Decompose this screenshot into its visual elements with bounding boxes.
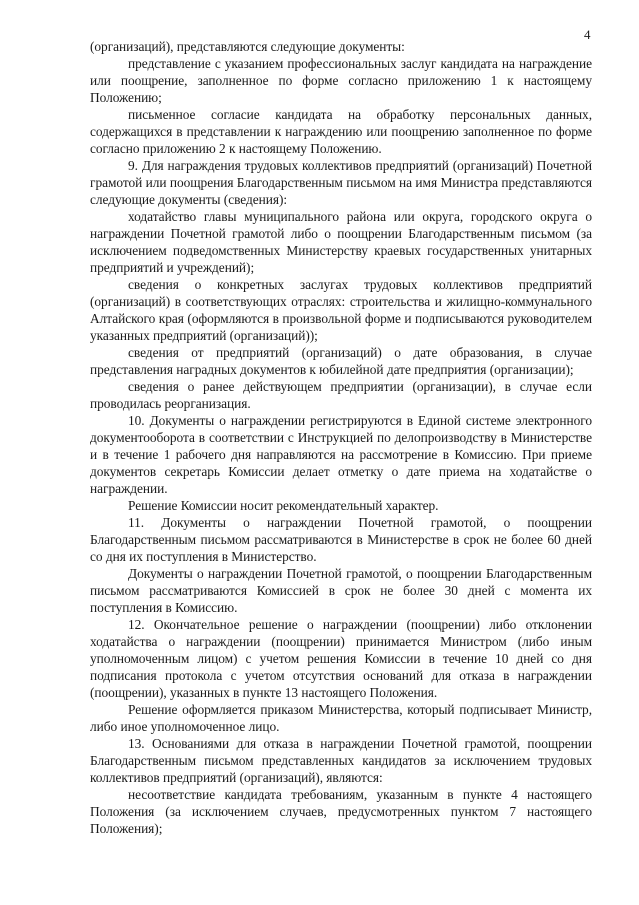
paragraph-continuation: (организаций), представляются следующие документы: <box>90 39 405 54</box>
paragraph: несоответствие кандидата требованиям, указанным в пункте 4 настоящего Положения (за исключением случаев, предусмотренных пунктом 7 настоящего Положения); <box>90 787 592 836</box>
paragraph: сведения о ранее действующем предприятии (организации), в случае если проводилась реорганизация. <box>90 379 592 411</box>
paragraph: ходатайство главы муниципального района или округа, городского округа о награждении Почетной грамотой либо о поощрении Благодарственным письмом (за исключением подведомственных Министерству краевых государственных унитарных предприятий и учреждений); <box>90 209 592 275</box>
paragraph: сведения от предприятий (организаций) о дате образования, в случае представления наградных документов к юбилейной дате предприятия (организации); <box>90 345 592 377</box>
paragraph-item-10: 10. Документы о награждении регистрируются в Единой системе электронного документооборота в соответствии с Инструкцией по делопроизводству в Министерстве и в течение 1 рабочего дня направляются на рассмотрение в Комиссию. При приеме документов секретарь Комиссии делает отметку о дате приема на ходатайстве о награждении. <box>90 413 592 496</box>
paragraph: представление с указанием профессиональных заслуг кандидата на награждение или поощрение, заполненное по форме согласно приложению 1 к настоящему Положению; <box>90 56 592 105</box>
paragraph-item-12: 12. Окончательное решение о награждении (поощрении) либо отклонении ходатайства о награждении (поощрении) принимается Министром (либо иным уполномоченным лицом) с учетом решения Комиссии в течение 10 дней со дня подписания протокола с учетом отсутствия оснований для отказа в награждении (поощрении), указанных в пункте 13 настоящего Положения. <box>90 617 592 700</box>
paragraph: Документы о награждении Почетной грамотой, о поощрении Благодарственным письмом рассматриваются Комиссией в срок не более 30 дней с момента их поступления в Комиссию. <box>90 566 592 615</box>
paragraph: Решение Комиссии носит рекомендательный характер. <box>128 498 439 513</box>
paragraph: письменное согласие кандидата на обработку персональных данных, содержащихся в представлении к награждению или поощрению заполненное по форме согласно приложению 2 к настоящему Положению. <box>90 107 592 156</box>
paragraph-item-13: 13. Основаниями для отказа в награждении Почетной грамотой, поощрении Благодарственным письмом представленных кандидатов за исключением трудовых коллективов предприятий (организаций), являются: <box>90 736 592 785</box>
page-number: 4 <box>584 27 591 42</box>
paragraph-item-9: 9. Для награждения трудовых коллективов предприятий (организаций) Почетной грамотой или поощрения Благодарственным письмом на имя Министра представляются следующие документы (сведения): <box>90 158 592 207</box>
document-body <box>90 38 592 837</box>
paragraph: сведения о конкретных заслугах трудовых коллективов предприятий (организаций) в соответствующих отраслях: строительства и жилищно-коммунального Алтайского края (оформляются в произвольной форме и подписываются руководителем указанных предприятий (организаций)); <box>90 277 592 343</box>
paragraph: Решение оформляется приказом Министерства, который подписывает Министр, либо иное уполномоченное лицо. <box>90 702 592 734</box>
paragraph-item-11: 11. Документы о награждении Почетной грамотой, о поощрении Благодарственным письмом рассматриваются в Министерстве в срок не более 60 дней со дня их поступления в Министерство. <box>90 515 592 564</box>
